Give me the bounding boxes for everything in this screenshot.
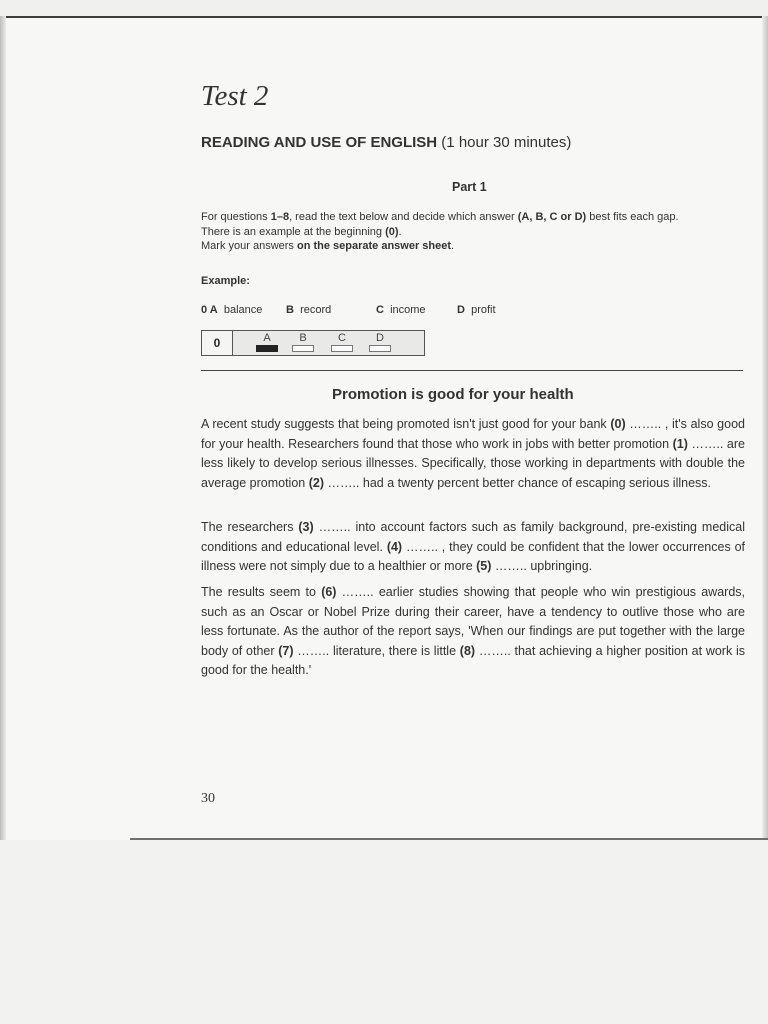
section-heading [201,134,571,151]
instr-example: (0) [385,225,399,238]
gap-1: (1) [672,436,688,451]
gap-4: (4) [386,539,403,554]
test-title: Test 2 [201,80,269,112]
gap-3: (3) [298,520,314,534]
instr-text: . [451,240,455,252]
gap-0: (0) [610,417,626,431]
instructions-line-2 [201,225,761,240]
answer-letter-a: A [263,332,271,344]
instr-text: , read the text below and decide which answer [289,211,518,223]
answer-letter-d: D [376,332,384,344]
paragraph-text: A recent study suggests that being promoted isn't just good for your bank [201,417,611,431]
option-letter: 0 A [201,304,218,316]
answer-letter-c: C [338,332,346,344]
article-paragraph-2 [201,518,745,577]
section-heading-duration: (1 hour 30 minutes) [437,134,572,151]
answer-mark-a [256,345,278,352]
instr-text: For questions [201,211,271,223]
example-label: Example: [201,275,250,287]
answer-mark-b [292,345,314,352]
example-option-a [201,304,262,316]
section-heading-bold: READING AND USE OF ENGLISH [201,134,438,151]
option-letter: C [376,304,384,316]
paragraph-text: …….. upbringing. [491,559,593,573]
paragraph-text: …….. that achieving a higher position at work is good for the health.' [201,643,745,677]
option-letter: B [286,304,294,316]
instr-text: There is an example at the beginning [201,225,386,238]
paragraph-text: …….. , it's also good for your health. Researchers found that those who work in jobs with better promotion [201,417,745,451]
gap-2: (2) [308,475,324,490]
gap-7: (7) [278,643,294,658]
instructions [201,210,761,254]
article-paragraph-1 [201,415,745,493]
instr-letters: (A, B, C or D) [517,211,587,223]
section-divider [201,370,743,371]
instructions-line-1 [201,210,761,225]
part-title: Part 1 [452,180,487,194]
example-answer-box [201,330,425,356]
answer-number: 0 [202,331,233,355]
gap-8: (8) [459,643,476,658]
instructions-line-3 [201,239,761,254]
instr-answer-sheet: on the separate answer sheet [296,240,452,252]
gap-5: (5) [476,559,492,573]
answer-mark-c [331,345,353,352]
answer-letter-b: B [299,332,307,344]
paragraph-text: …….. literature, there is little [293,643,460,658]
article-title: Promotion is good for your health [332,386,574,403]
gap-6: (6) [321,585,337,599]
paragraph-text: …….. into account factors such as family background, pre-existing medical conditions and educational level. [201,520,746,554]
page-number: 30 [201,791,215,806]
option-word: profit [471,304,496,316]
instr-range: 1–8 [270,211,290,223]
answer-mark-d [369,345,391,352]
option-letter: D [457,304,465,316]
scan-top-edge [0,0,768,18]
option-word: income [390,304,426,316]
paragraph-text: …….. are less likely to develop serious illnesses. Specifically, those working in departments with double the average promotion [201,436,745,490]
paragraph-text: …….. earlier studies showing that people who win prestigious awards, such as an Oscar or Nobel Prize during their career, have a tendency to outlive those who are less fortunate. As the author of the report says, 'When our findings are put together with the large body of other [201,585,745,658]
instr-text: Mark your answers [201,240,297,252]
instr-text: best fits each gap. [586,211,679,223]
example-option-d [457,304,496,316]
article-paragraph-3 [201,583,745,681]
paragraph-text: …….. had a twenty percent better chance of escaping serious illness. [323,475,711,490]
scan-background [0,840,768,1024]
option-word: record [300,304,332,316]
option-word: balance [223,304,263,316]
paragraph-text: The researchers [201,520,299,534]
paragraph-text: The results seem to [201,585,322,599]
instr-text: . [398,225,402,238]
paragraph-text: …….. , they could be confident that the lower occurrences of illness were not simply due to a healthier or more [201,539,746,573]
example-option-b [286,304,331,316]
example-option-c [376,304,426,316]
